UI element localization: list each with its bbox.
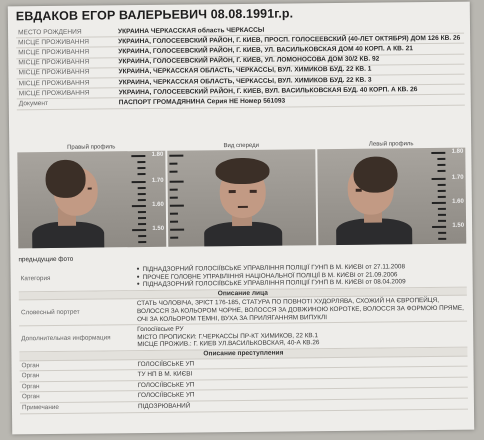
extra-info-text bbox=[135, 322, 467, 350]
scale-mark: 1.50 bbox=[152, 225, 165, 232]
extra-info-label: Дополнительная информация bbox=[21, 334, 111, 343]
mugshot-image bbox=[167, 149, 316, 247]
crime-value: ТУ НП В М. КИЄВІ bbox=[137, 370, 193, 379]
crime-label: Орган bbox=[21, 393, 40, 401]
row-label: МІСЦЕ ПРОЖИВАННЯ bbox=[18, 79, 90, 87]
row-value: УКРАИНА, ЧЕРКАССКАЯ ОБЛАСТЬ, ЧЕРКАССЫ, ВУЛ. ХИМИКОВ БУД. 22 КВ. 3 bbox=[118, 76, 372, 86]
height-scale bbox=[125, 151, 164, 247]
extra-info-line: МІСТО ПРОПИСКИ: Г.ЧЕРКАССЫ ПР-КТ ХИМИКОВ, 22 КВ.1 bbox=[137, 331, 319, 341]
photo-left-profile bbox=[317, 140, 466, 246]
scale-mark: 1.70 bbox=[451, 174, 464, 181]
row-label: МІСЦЕ ПРОЖИВАННЯ bbox=[18, 68, 90, 77]
extra-info-line: МІСЦЕ ПРОЖИВ.: Г. КИЕВ УЛ.ВАСИЛЬКОВСКАЯ, 40-А КВ.26 bbox=[137, 339, 320, 349]
photo-front-view bbox=[167, 141, 316, 247]
crime-label: Орган bbox=[21, 361, 40, 369]
portrait-label: Словесный портрет bbox=[20, 308, 80, 317]
row-value: УКРАИНА, ГОЛОСЕЕВСКИЙ РАЙОН, Г. КИЕВ, ПРОСП. ГОЛОСЕЕВСКИЙ (40-ЛЕТ ОКТЯБРЯ) ДОМ 126 КВ. 26 bbox=[118, 34, 461, 45]
category-item: ● ПРОЧЕЕ ГОЛОВНЕ УПРАВЛІННЯ НАЦІОНАЛЬНОЇ ПОЛІЦІЇ В М. КИЄВІ от 21.09.2006 bbox=[137, 270, 465, 281]
row-value: УКРАИНА, ГОЛОСЕЕВСКИЙ РАЙОН, Г. КИЕВ, УЛ. ВАСИЛЬКОВСКАЯ ДОМ 40 КОРП. А КВ. 21 bbox=[118, 45, 413, 56]
row-label: МІСЦЕ ПРОЖИВАННЯ bbox=[18, 48, 90, 57]
row-label: МІСЦЕ ПРОЖИВАННЯ bbox=[18, 89, 90, 98]
previous-photos-label: предыдущие фото bbox=[18, 255, 74, 264]
mugshot-image bbox=[17, 151, 166, 249]
crime-label: Орган bbox=[21, 382, 40, 391]
crime-description-header: Описание преступления bbox=[19, 348, 467, 361]
row-label: МІСЦЕ ПРОЖИВАННЯ bbox=[18, 58, 90, 67]
mugshot-image bbox=[317, 148, 466, 246]
scale-mark: 1.50 bbox=[452, 222, 465, 229]
record-title: ЕВДАКОВ ЕГОР ВАЛЕРЬЕВИЧ 08.08.1991г.р. bbox=[15, 6, 294, 24]
scale-mark: 1.70 bbox=[151, 177, 164, 184]
scale-mark: 1.60 bbox=[452, 198, 464, 205]
category-list bbox=[134, 262, 466, 290]
photo-caption: Левый профиль bbox=[368, 141, 414, 148]
category-item: ● ПІДНАДЗОРНИЙ ГОЛОСІЇВСЬКЕ УПРАВЛІННЯ ПОЛІЦІЇ ГУНП В М. КИЄВІ от 27.11.2008 bbox=[136, 263, 464, 274]
category-item: ● ПІДНАДЗОРНИЙ ГОЛОСІЇВСЬКЕ УПРАВЛІННЯ ПОЛІЦІЇ ГУНП В М. КИЄВІ от 08.04.2009 bbox=[137, 278, 465, 289]
scale-mark: 1.80 bbox=[451, 148, 464, 155]
crime-value: ГОЛОСІЇВСЬКЕ УП bbox=[137, 360, 195, 368]
row-value: УКРАИНА, ЧЕРКАССКАЯ ОБЛАСТЬ, ЧЕРКАССЫ, ВУЛ. ХИМИКОВ БУД. 22 КВ. 1 bbox=[118, 65, 372, 76]
height-scale bbox=[169, 150, 208, 246]
crime-label: Орган bbox=[21, 372, 40, 380]
portrait-text: СТАТЬ ЧОЛОВІЧА, ЗРІСТ 176-185, СТАТУРА ПО ПОВНОТІ ХУДОРЛЯВА, СХОЖИЙ НА ЄВРОПЕЙЦЯ, ВОЛОССЯ ЗА КОЛЬОРОМ ЧОРНЕ, ВОЛОССЯ ЗА ДОВЖИНОЮ КОРОТКЕ, ВОЛОССЯ ЗА ФОРМОЮ ПРЯМЕ, ОЧІ ЗА КОЛЬОРОМ ТЕМНІ, ВУХА ЗА ПРИЛЯГАННЯМ ВИПУКЛІ bbox=[136, 297, 464, 323]
row-value: УКРАИНА ЧЕРКАССКАЯ область ЧЕРКАССЫ bbox=[118, 26, 265, 35]
scale-mark: 1.80 bbox=[151, 151, 164, 158]
personal-info-table bbox=[16, 24, 465, 110]
height-scale bbox=[425, 148, 464, 244]
row-value: УКРАИНА, ГОЛОСЕЕВСКИЙ РАЙОН, Г. КИЕВ, УЛ. ЛОМОНОСОВА ДОМ 30/2 КВ. 92 bbox=[118, 55, 380, 66]
row-label: МЕСТО РОЖДЕНИЯ bbox=[18, 28, 82, 36]
category-section bbox=[18, 262, 468, 414]
crime-value: ПІДОЗРЮВАНИЙ bbox=[137, 402, 191, 410]
row-label: Документ bbox=[18, 99, 49, 108]
photo-caption: Правый профиль bbox=[67, 144, 116, 151]
crime-value: ГОЛОСІЇВСЬКЕ УП bbox=[137, 391, 195, 400]
row-label: МІСЦЕ ПРОЖИВАННЯ bbox=[18, 38, 90, 47]
mugshot-strip bbox=[17, 140, 466, 257]
row-value: ПАСПОРТ ГРОМАДЯНИНА Серия НЕ Номер 561093 bbox=[118, 97, 286, 107]
crime-label: Примечание bbox=[21, 403, 60, 412]
photo-right-profile bbox=[17, 143, 166, 249]
category-label: Категория bbox=[20, 274, 51, 282]
face-description-header: Описание лица bbox=[19, 287, 467, 300]
row-value: УКРАИНА, ГОЛОСЕЕВСКИЙ РАЙОН, Г. КИЕВ, ВУЛ. ВАСИЛЬКОВСКАЯ БУД. 40 КОРП. А КВ. 26 bbox=[118, 85, 418, 96]
photo-caption: Вид спереди bbox=[223, 142, 260, 150]
extra-info-line: Голосіївське РУ bbox=[137, 325, 184, 334]
record-sheet bbox=[8, 2, 474, 435]
crime-value: ГОЛОСІЇВСЬКЕ УП bbox=[137, 381, 195, 389]
scale-mark: 1.60 bbox=[152, 201, 164, 208]
